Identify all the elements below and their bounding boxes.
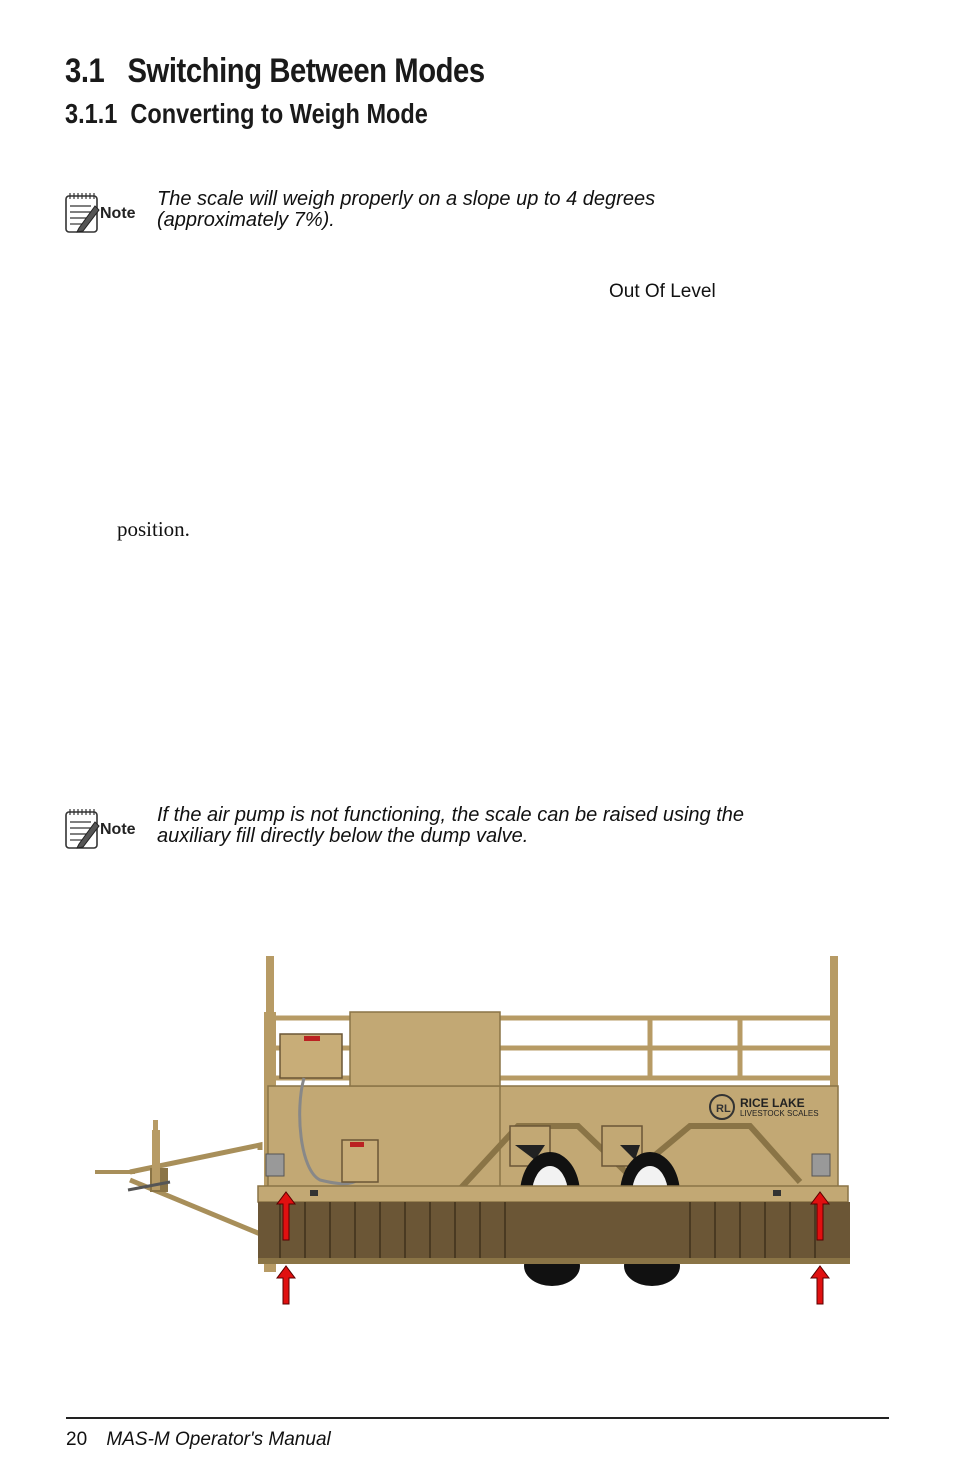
note-line: The scale will weigh properly on a slope up to 4 degrees (157, 188, 656, 210)
brand-line1: RICE LAKE (740, 1096, 805, 1110)
brand-line2: LIVESTOCK SCALES (740, 1109, 819, 1118)
trailer-scale-illustration (90, 950, 860, 1320)
note-text (157, 189, 847, 231)
note-line: If the air pump is not functioning, the scale can be raised using the (157, 804, 745, 826)
note-icon (65, 192, 143, 234)
note-text (157, 805, 847, 847)
status-text: Out Of Level (609, 281, 716, 302)
subsection-number: 3.1.1 (65, 98, 118, 129)
body-text-fragment: position. (117, 517, 190, 541)
brand-initials: RL (716, 1103, 731, 1115)
note-line: (approximately 7%). (157, 209, 335, 231)
page-footer (66, 1429, 331, 1451)
section-number: 3.1 (65, 52, 105, 90)
footer-rule (66, 1417, 889, 1419)
note-line: auxiliary fill directly below the dump valve. (157, 825, 529, 847)
note-label: Note (100, 205, 136, 222)
note-label: Note (100, 821, 136, 838)
section-title: Switching Between Modes (127, 52, 485, 90)
page-number: 20 (66, 1429, 88, 1450)
subsection-title: Converting to Weigh Mode (130, 98, 428, 129)
note-icon (65, 808, 143, 850)
manual-title: MAS-M Operator's Manual (106, 1429, 331, 1450)
subsection-heading (65, 98, 428, 130)
section-heading (65, 52, 485, 91)
